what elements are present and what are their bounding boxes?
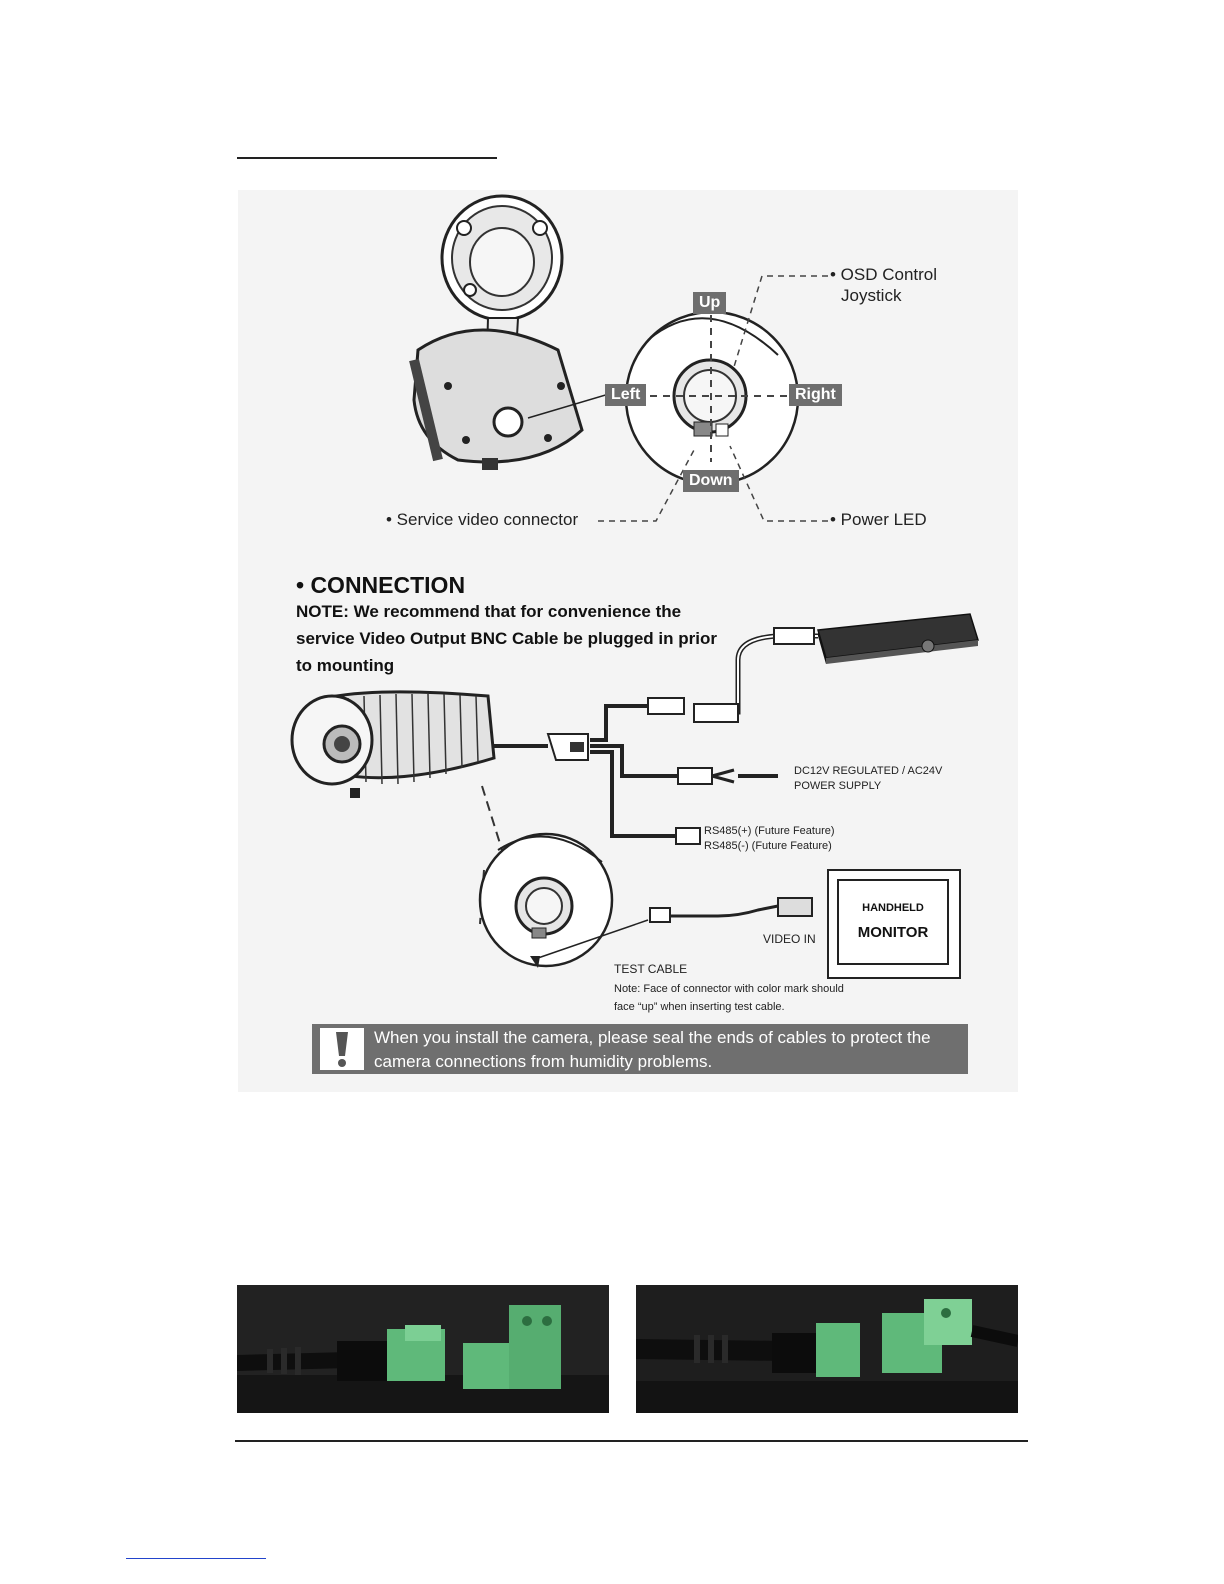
direction-up-tag: Up: [693, 292, 726, 314]
camera-figure: [238, 190, 1018, 1092]
direction-right-tag: Right: [789, 384, 842, 406]
rs485-plus: RS485(+) (Future Feature): [704, 825, 835, 837]
test-cable-note-line1: Note: Face of connector with color mark should: [614, 983, 844, 995]
test-cable-label: TEST CABLE: [614, 962, 688, 976]
service-video-label: • Service video connector: [386, 510, 579, 529]
test-cable-note: [614, 980, 844, 1016]
connector-photo-2: [636, 1285, 1018, 1413]
header-rule: [237, 157, 497, 159]
direction-down-tag: Down: [683, 470, 739, 492]
exclamation-icon: [320, 1028, 364, 1070]
power-led-label: • Power LED: [830, 510, 927, 529]
monitor-label-line2: MONITOR: [857, 924, 929, 941]
connection-note: NOTE: We recommend that for convenience the service Video Output BNC Cable be plugged in prior to mounting: [296, 602, 717, 675]
test-cable-note-line2: face “up” when inserting test cable.: [614, 1001, 785, 1013]
monitor-label-line1: HANDHELD: [862, 902, 924, 914]
power-supply-line1: DC12V REGULATED / AC24V: [794, 765, 943, 777]
power-supply-label: [794, 764, 942, 794]
warning-text: When you install the camera, please seal the ends of cables to protect the camera connections from humidity problems.: [374, 1028, 931, 1071]
footer-rule: [235, 1440, 1028, 1442]
rs485-label: [704, 824, 835, 854]
osd-label-line2: Joystick: [841, 286, 902, 305]
rs485-minus: RS485(-) (Future Feature): [704, 840, 832, 852]
osd-label: • OSD Control: [830, 265, 938, 284]
warning-banner: [312, 1024, 968, 1074]
connector-photo-1: [237, 1285, 609, 1413]
connection-title: • CONNECTION: [296, 572, 466, 598]
video-in-label: VIDEO IN: [763, 932, 816, 946]
footer-link-underline: [126, 1558, 266, 1559]
direction-left-tag: Left: [605, 384, 646, 406]
power-supply-line2: POWER SUPPLY: [794, 780, 882, 792]
